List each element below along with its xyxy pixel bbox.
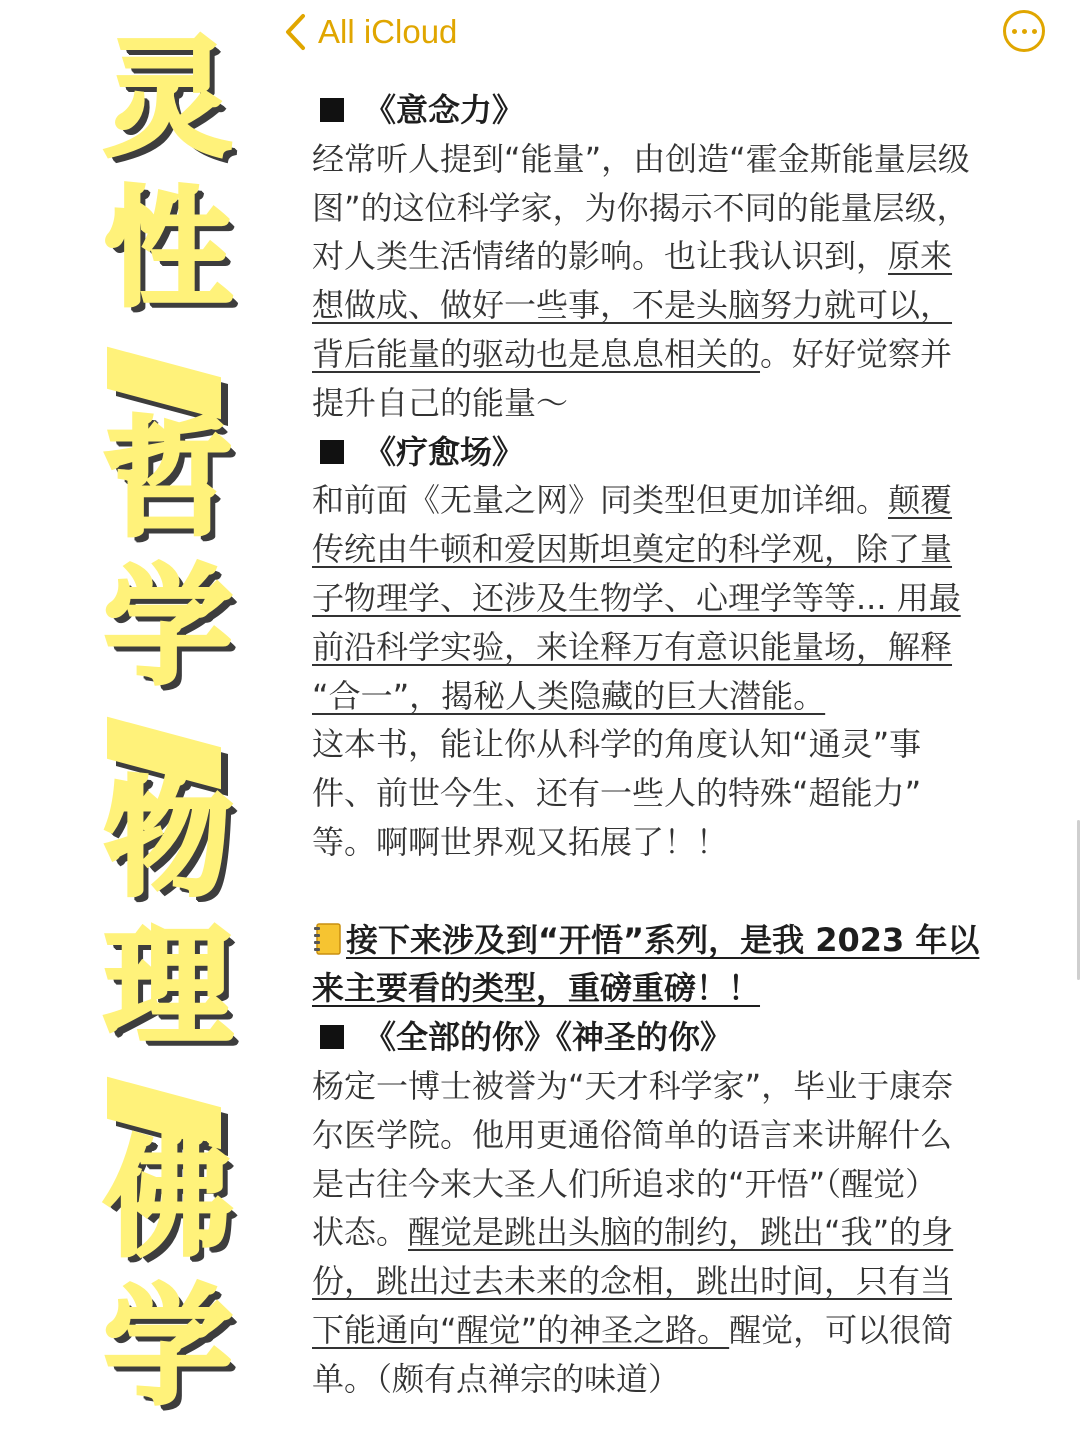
book-title: 《疗愈场》	[364, 432, 525, 471]
black-square-bullet-icon	[320, 98, 344, 122]
ellipsis-dot	[1022, 29, 1027, 34]
book-title: 《意念力》	[364, 91, 525, 129]
underlined-text: 醒觉是跳出头脑的制约，跳出“我”的身	[408, 1213, 954, 1252]
text-run: 尔医学院。他用更通俗简单的语言来讲解什么	[312, 1115, 953, 1154]
title-character: 哲	[103, 405, 232, 554]
text-run: 对人类生活情绪的影响。也让我认识到，	[312, 237, 889, 276]
text-line	[312, 1160, 1024, 1209]
underlined-text: 前沿科学实验，来诠释万有意识能量场，解释	[312, 627, 953, 666]
text-line	[312, 672, 1024, 721]
underlined-text: 份，跳出过去未来的念相，跳出时间，只有当	[312, 1262, 953, 1301]
underlined-text: “合一”，揭秘人类隐藏的巨大潜能。	[312, 676, 826, 715]
text-run: 是古往今来大圣人们所追求的“开悟”（醒觉）	[312, 1164, 938, 1203]
highlight-note-line	[312, 964, 1024, 1013]
underlined-text: 子物理学、还涉及生物学、心理学等等... 用最	[312, 578, 961, 617]
blank-line	[312, 867, 1024, 916]
text-run: 图”的这位科学家，为你揭示不同的能量层级，	[312, 188, 969, 227]
text-line	[312, 574, 1024, 623]
book-heading	[312, 428, 1024, 477]
underlined-text: 原来	[888, 237, 953, 276]
title-character: 佛	[103, 1125, 232, 1274]
title-character: 物	[103, 765, 232, 914]
back-button[interactable]	[284, 10, 457, 54]
text-line	[312, 720, 1024, 769]
text-line	[312, 135, 1024, 184]
back-button-label: All iCloud	[318, 13, 458, 50]
text-run: 这本书，能让你从科学的角度认知“通灵”事	[312, 725, 922, 764]
text-run: 醒觉，可以很简	[729, 1310, 954, 1349]
text-run: 等。啊啊世界观又拓展了！！	[312, 822, 729, 861]
notebook-icon	[312, 922, 342, 956]
text-run: 提升自己的能量～	[312, 383, 569, 422]
chevron-left-icon	[284, 13, 306, 51]
black-square-bullet-icon	[320, 1025, 344, 1049]
text-line	[312, 184, 1024, 233]
title-character: 学	[103, 553, 232, 702]
text-line	[312, 818, 1024, 867]
text-line	[312, 1111, 1024, 1160]
text-line	[312, 1306, 1024, 1355]
title-character: 学	[103, 1273, 232, 1422]
underlined-text: 来主要看的类型，重磅重磅！！	[312, 969, 761, 1008]
ellipsis-circle-icon	[1012, 29, 1017, 34]
text-run: 状态。	[312, 1213, 409, 1252]
text-run: 和前面《无量之网》同类型但更加详细。	[312, 481, 889, 520]
vertical-title	[98, 25, 238, 1422]
text-line	[312, 379, 1024, 428]
text-line	[312, 330, 1024, 379]
text-line	[312, 232, 1024, 281]
underlined-text: 接下来涉及到“开悟”系列，是我 2023 年以	[346, 920, 980, 959]
text-line	[312, 1257, 1024, 1306]
text-run: 单。（颇有点禅宗的味道）	[312, 1359, 681, 1398]
title-character: 理	[103, 913, 232, 1062]
underlined-text: 背后能量的驱动也是息息相关的	[312, 334, 761, 373]
text-line	[312, 281, 1024, 330]
note-body[interactable]	[312, 86, 1024, 1404]
underlined-text: 想做成、做好一些事，不是头脑努力就可以，	[312, 286, 953, 325]
text-run: 件、前世今生、还有一些人的特殊“超能力”	[312, 774, 922, 813]
text-line	[312, 623, 1024, 672]
title-character: 性	[103, 175, 232, 324]
ellipsis-dot	[1032, 29, 1037, 34]
underlined-text: 下能通向“醒觉”的神圣之路。	[312, 1310, 730, 1349]
text-line	[312, 1355, 1024, 1404]
more-options-button[interactable]	[1003, 10, 1045, 52]
book-title: 《全部的你》《神圣的你》	[364, 1018, 733, 1057]
title-character: 灵	[103, 25, 232, 174]
text-line	[312, 525, 1024, 574]
text-line	[312, 476, 1024, 525]
text-run: 杨定一博士被誉为“天才科学家”，毕业于康奈	[312, 1066, 954, 1105]
book-heading	[312, 86, 1024, 135]
underlined-text: 颠覆	[888, 481, 953, 520]
text-run: 。好好觉察并	[760, 334, 953, 373]
black-square-bullet-icon	[320, 440, 344, 464]
text-run: 经常听人提到“能量”，由创造“霍金斯能量层级	[312, 139, 970, 178]
text-line	[312, 1208, 1024, 1257]
text-line	[312, 1062, 1024, 1111]
book-heading	[312, 1013, 1024, 1062]
underlined-text: 传统由牛顿和爱因斯坦奠定的科学观，除了量	[312, 530, 953, 569]
text-line	[312, 769, 1024, 818]
highlight-note-line	[312, 916, 1024, 965]
